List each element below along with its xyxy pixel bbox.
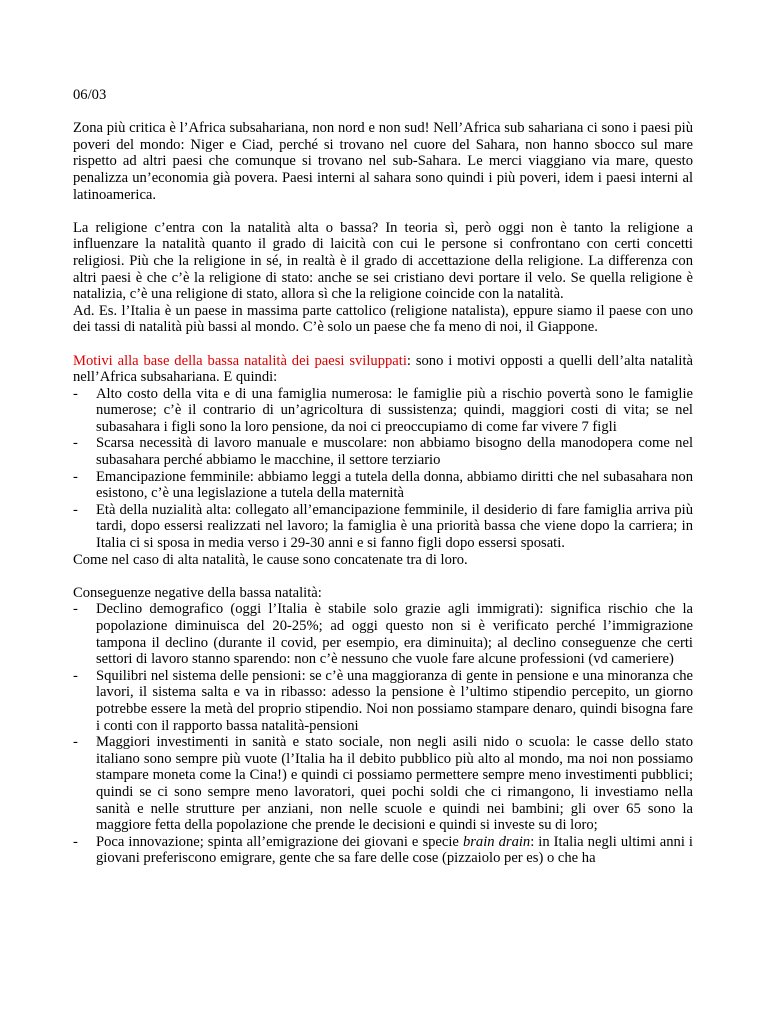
low-birth-heading: Motivi alla base della bassa natalità dei paesi sviluppati [73,352,407,369]
spacer [73,336,693,353]
paragraph-africa: Zona più critica è l’Africa subsahariana, non nord e non sud! Nell’Africa sub sahariana ci sono i paesi più poveri del mondo: Niger e Ciad, perché si trovano nel cuore del Sahara, non hanno sbocco sul mare rispetto ad altri paesi che comunque si trovano nel sub-Sahara. Le merci viaggiano via mare, questo penalizza un’economia già povera. Paesi interni al sahara sono quindi i più poveri, idem i paesi interni al latinoamerica. [73,120,693,203]
low-birth-intro [73,353,693,386]
date-line: 06/03 [73,87,107,103]
list-item: - Declino demografico (oggi l’Italia è stabile solo grazie agli immigrati): significa rischio che la popolazione diminuisca del 20-25%; ad oggi questo non si è verificato perché l’immigrazione tampona il declino (durante il covid, per esempio, era diminuita); al declino conseguenze che certi settori di lavoro stanno sparendo: non c’è nessuno che vuole fare alcune professioni (vd cameriere) [73,601,693,667]
paragraph-religion: La religione c’entra con la natalità alta o bassa? In teoria sì, però oggi non è tanto la religione a influenzare la natalità quanto il grado di laicità con cui le persone si confrontano con certi concetti religiosi. Più che la religione in sé, in realtà è il grado di accettazione della religione. La differenza con altri paesi è che c’è la religione di stato: anche se sei cristiano devi portare il velo. Se quella religione è natalizia, c’è una religione di stato, allora sì che la religione coincide con la natalità. [73,219,693,303]
list-item-text: Poca innovazione; spinta all’emigrazione dei giovani e specie [96,833,463,850]
spacer [73,568,693,585]
low-birth-intro-text: : sono i motivi opposti a quelli dell’alta natalità nell’Africa subsahariana. E quindi: [73,352,694,386]
list-item-text: : in Italia negli ultimi anni i giovani preferiscono emigrare, gente che sa fare delle cose (pizzaiolo per es) o che ha [96,833,693,867]
list-item: - Scarsa necessità di lavoro manuale e muscolare: non abbiamo bisogno della manodopera come nel subasahara perché abbiamo le macchine, il settore terziario [73,435,693,468]
low-birth-list [73,386,693,552]
brain-drain-term: brain drain [462,833,531,850]
paragraph-italy-example: Ad. Es. l’Italia è un paese in massima parte cattolico (religione natalista), eppure siamo il paese con uno dei tassi di natalità più bassi al mondo. C’è solo un paese che fa meno di noi, il Giappone. [73,302,693,336]
spacer [73,203,693,220]
spacer [73,104,693,121]
consequences-list [73,601,693,867]
list-item [73,834,693,867]
list-item: - Maggiori investimenti in sanità e stato sociale, non negli asili nido o scuola: le casse dello stato italiano sono sempre più vuote (l’Italia ha il debito pubblico più alto al mondo, ma noi non possiamo stampare moneta come la Cina!) e quindi ci possiamo permettere sempre meno investimenti pubblici; quindi se ci sono sempre meno lavoratori, quei pochi soldi che ci rimangono, li investiamo nella sanità e nelle strutture per anziani, non nelle scuole e quindi nei bambini; gli over 65 sono la maggiore fetta della popolazione che prende le decisioni e quindi si investe su di loro; [73,734,693,834]
list-item: - Alto costo della vita e di una famiglia numerosa: le famiglie più a rischio povertà sono le famiglie numerose; c’è il contrario di un’agricoltura di sussistenza; quindi, maggiori costi di vita; se nel subasahara i figli sono la loro pensione, da noi ci preoccupiamo di come far vivere 7 figli [73,386,693,436]
list-item: - Età della nuzialità alta: collegato all’emancipazione femminile, il desiderio di fare famiglia arriva più tardi, dopo essersi realizzati nel lavoro; la famiglia è una priorità bassa che viene dopo la carriera; in Italia ci si sposa in media verso i 29-30 anni e si fanno figli dopo essersi sposati. [73,502,693,552]
consequences-heading: Conseguenze negative della bassa natalità: [73,584,322,601]
list-item: - Squilibri nel sistema delle pensioni: se c’è una maggioranza di gente in pensione e una minoranza che lavori, il sistema salta e va in ribasso: adesso la pensione è l’ultimo stipendio percepito, un giorno potrebbe essere la metà del proprio stipendio. Noi non possiamo stampare denaro, quindi bisogna fare i conti con il rapporto bassa natalità-pensioni [73,668,693,734]
low-birth-closing: Come nel caso di alta natalità, le cause sono concatenate tra di loro. [73,551,468,568]
list-item: - Emancipazione femminile: abbiamo leggi a tutela della donna, abbiamo diritti che nel subasahara non esistono, c’è una legislazione a tutela della maternità [73,469,693,502]
